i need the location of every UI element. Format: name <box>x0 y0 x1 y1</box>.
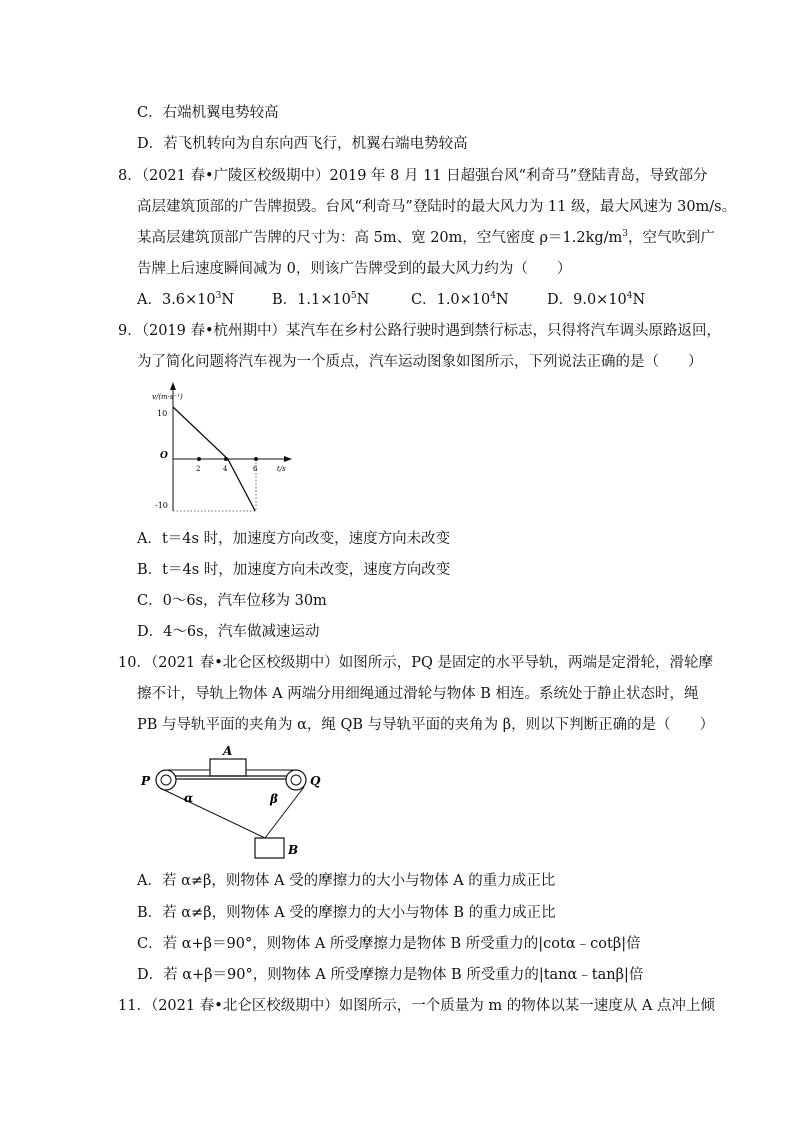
pulley-q-hub <box>291 775 301 785</box>
q10-option-d: D．若 α+β＝90°，则物体 A 所受摩擦力是物体 B 所受重力的|tanα﹣tanβ|倍 <box>137 967 644 983</box>
pulley-p-hub <box>161 775 171 785</box>
q10-stem-line-2: 擦不计，导轨上物体 A 两端分用细绳通过滑轮与物体 B 相连。系统处于静止状态时，绳 <box>137 686 699 702</box>
x-axis-arrow-icon <box>284 456 292 462</box>
q8-stem-line-3: 某高层建筑顶部广告牌的尺寸为：高 5m、宽 20m，空气密度 $\rho=1.2kg/m^3$，空气吹到广 <box>137 229 716 246</box>
x-tick-2: 2 <box>196 465 201 473</box>
rope-pb <box>160 788 265 838</box>
angle-beta-label: β <box>270 792 278 806</box>
q9-option-c: C．0～6s，汽车位移为 30m <box>137 593 327 609</box>
q9-velocity-time-graph <box>150 380 310 525</box>
x-tick-4: 4 <box>223 465 228 473</box>
q8-option-b: B．$1.1\times 10^5N$ <box>272 291 370 308</box>
q8-option-a: A．$3.6\times 10^3N$ <box>137 291 235 308</box>
q11-stem-line-1: 11．（2021 春•北仑区校级期中）如图所示，一个质量为 m 的物体以某一速度从 A 点冲上倾 <box>118 998 715 1014</box>
q7-option-d: D．若飞机转向为自东向西飞行，机翼右端电势较高 <box>137 136 468 152</box>
y-axis-arrow-icon <box>170 382 176 390</box>
tick-dot-4 <box>224 457 228 461</box>
block-b-label: B <box>288 843 299 857</box>
q10-option-c: C．若 α+β＝90°，则物体 A 所受摩擦力是物体 B 所受重力的|cotα﹣cotβ|倍 <box>137 936 641 952</box>
q9-option-b: B．t＝4s 时，加速度方向未改变，速度方向改变 <box>137 562 451 578</box>
block-a-label: A <box>223 744 233 758</box>
y-axis-label: v/(m·s⁻¹) <box>152 393 183 401</box>
q9-stem-line-2: 为了简化问题将汽车视为一个质点，汽车运动图象如图所示，下列说法正确的是（ ） <box>137 354 703 370</box>
block-b <box>255 838 284 858</box>
origin-label: O <box>160 451 168 461</box>
q9-option-d: D．4～6s，汽车做减速运动 <box>137 624 320 640</box>
q9-stem-line-1: 9．（2019 春•杭州期中）某汽车在乡村公路行驶时遇到禁行标志，只得将汽车调头原路返回， <box>118 323 722 339</box>
q10-option-a: A．若 α≠β，则物体 A 受的摩擦力的大小与物体 A 的重力成正比 <box>137 873 556 889</box>
block-a <box>210 759 246 776</box>
q10-stem-line-1: 10．（2021 春•北仑区校级期中）如图所示，PQ 是固定的水平导轨，两端是定滑轮，滑轮摩 <box>118 655 714 671</box>
point-p-label: P <box>141 774 151 788</box>
y-tick-10: 10 <box>157 409 168 418</box>
angle-alpha-label: α <box>184 791 194 805</box>
tick-dot-2 <box>197 457 201 461</box>
tick-dot-6 <box>254 457 258 461</box>
y-tick-minus-10: -10 <box>155 501 168 510</box>
x-axis-label: t/s <box>277 465 286 473</box>
q10-pulley-figure <box>138 742 338 867</box>
q10-stem-line-3: PB 与导轨平面的夹角为 α，绳 QB 与导轨平面的夹角为 β，则以下判断正确的是（ ） <box>137 717 715 733</box>
q8-stem-line-2: 高层建筑顶部的广告牌损毁。台风“利奇马”登陆时的最大风力为 11 级，最大风速为 30m/s。 <box>137 199 737 215</box>
q7-option-c: C．右端机翼电势较高 <box>137 105 279 121</box>
q8-option-c: C．$1.0\times 10^4N$ <box>411 291 509 308</box>
point-q-label: Q <box>310 774 321 788</box>
q8-stem-line-4: 告牌上后速度瞬间减为 0，则该广告牌受到的最大风力约为（ ） <box>137 261 572 277</box>
q8-stem-line-1: 8．（2021 春•广陵区校级期中）2019 年 8 月 11 日超强台风“利奇马”登陆青岛，导致部分 <box>118 168 708 184</box>
q10-option-b: B．若 α≠β，则物体 A 受的摩擦力的大小与物体 B 的重力成正比 <box>137 905 556 921</box>
x-tick-6: 6 <box>253 465 258 473</box>
q9-option-a: A．t＝4s 时，加速度方向改变，速度方向未改变 <box>137 531 451 547</box>
q8-option-d: D．$9.0\times 10^4N$ <box>547 291 646 308</box>
